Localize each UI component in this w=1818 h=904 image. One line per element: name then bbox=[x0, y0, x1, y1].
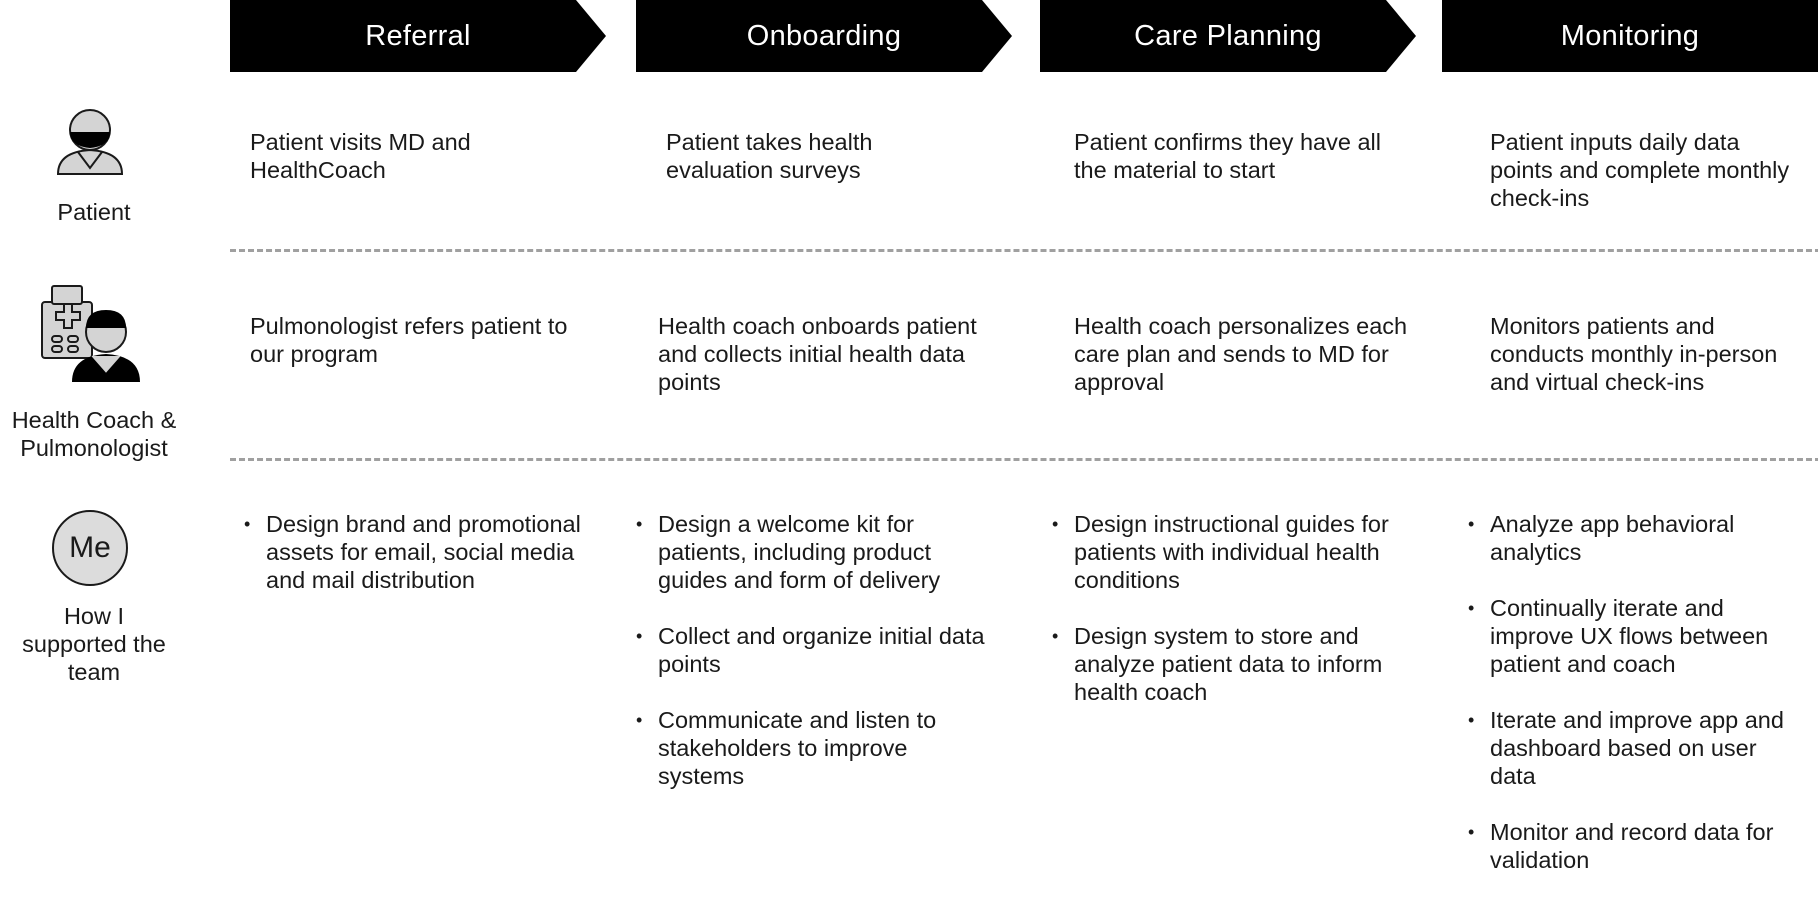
role-label-me-line1: How I bbox=[63, 603, 125, 629]
stage-label-onboarding: Onboarding bbox=[746, 19, 902, 52]
list-item: • Monitor and record data for validation bbox=[1468, 818, 1808, 874]
me-list-referral bbox=[244, 510, 584, 594]
patient-cell-monitoring: Patient inputs daily data points and complete monthly check-ins bbox=[1490, 129, 1790, 211]
role-label-coach-line1: Health Coach & bbox=[11, 407, 177, 433]
list-item: • Analyze app behavioral analytics bbox=[1468, 510, 1808, 566]
coach-cell-care-planning: Health coach personalizes each care plan and sends to MD for approval bbox=[1074, 313, 1408, 395]
role-label-coach-line2: Pulmonologist bbox=[20, 435, 168, 461]
me-list-care-planning bbox=[1052, 510, 1432, 706]
stage-label-referral: Referral bbox=[365, 19, 471, 52]
stage-referral bbox=[230, 0, 606, 72]
list-item: • Collect and organize initial data points bbox=[636, 622, 986, 678]
row-divider bbox=[230, 249, 1818, 252]
list-item: • Design brand and promotional assets for email, social media and mail distribution bbox=[244, 510, 584, 594]
role-label-patient: Patient bbox=[57, 199, 131, 225]
list-item: • Iterate and improve app and dashboard based on user data bbox=[1468, 706, 1808, 790]
patient-cell-onboarding: Patient takes health evaluation surveys bbox=[666, 129, 873, 183]
coach-cell-onboarding: Health coach onboards patient and collects initial health data points bbox=[658, 313, 977, 395]
stage-onboarding bbox=[636, 0, 1012, 72]
health-coach-icon bbox=[40, 284, 144, 384]
me-badge: Me bbox=[52, 510, 128, 586]
list-item: • Design a welcome kit for patients, including product guides and form of delivery bbox=[636, 510, 986, 594]
coach-cell-monitoring: Monitors patients and conducts monthly in-person and virtual check-ins bbox=[1490, 313, 1778, 395]
stage-label-monitoring: Monitoring bbox=[1560, 19, 1700, 52]
list-item: • Continually iterate and improve UX flows between patient and coach bbox=[1468, 594, 1808, 678]
coach-cell-referral: Pulmonologist refers patient to our program bbox=[250, 313, 568, 367]
me-cell-monitoring bbox=[1468, 510, 1808, 902]
stage-monitoring bbox=[1442, 0, 1818, 72]
me-cell-onboarding bbox=[636, 510, 986, 818]
row-divider bbox=[230, 458, 1818, 461]
list-item: • Design instructional guides for patients with individual health conditions bbox=[1052, 510, 1432, 594]
patient-cell-care-planning: Patient confirms they have all the material to start bbox=[1074, 129, 1381, 183]
list-item: • Design system to store and analyze patient data to inform health coach bbox=[1052, 622, 1432, 706]
me-cell-referral bbox=[244, 510, 584, 622]
patient-cell-referral: Patient visits MD and HealthCoach bbox=[250, 129, 471, 183]
me-cell-care-planning bbox=[1052, 510, 1432, 734]
list-item: • Communicate and listen to stakeholders to improve systems bbox=[636, 706, 986, 790]
me-list-monitoring bbox=[1468, 510, 1808, 874]
stage-care-planning bbox=[1040, 0, 1416, 72]
stage-label-care-planning: Care Planning bbox=[1134, 19, 1322, 52]
me-list-onboarding bbox=[636, 510, 986, 790]
role-label-me-line3: team bbox=[67, 659, 121, 685]
patient-icon bbox=[54, 106, 126, 178]
role-label-me-line2: supported the bbox=[22, 631, 166, 657]
